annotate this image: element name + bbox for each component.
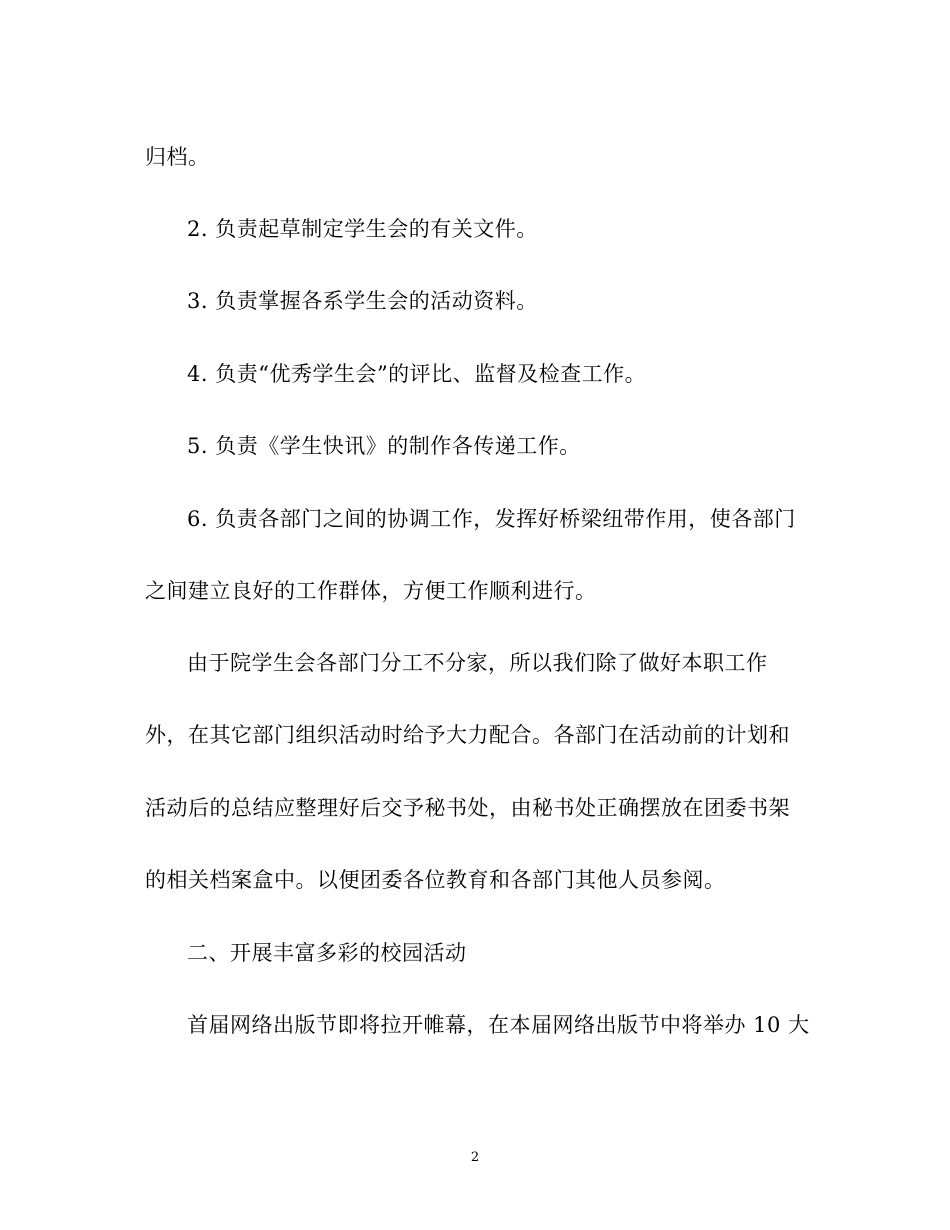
- page-number: 2: [470, 1150, 480, 1165]
- paragraph-line-3: 活动后的总结应整理好后交予秘书处，由秘书处正确摆放在团委书架: [145, 796, 790, 820]
- section-heading: 二、开展丰富多彩的校园活动: [187, 941, 467, 965]
- list-item-5: 5. 负责《学生快讯》的制作各传递工作。: [187, 434, 581, 458]
- paragraph-line-1: 由于院学生会各部门分工不分家，所以我们除了做好本职工作: [187, 651, 768, 675]
- list-item-6-line-1: 6. 负责各部门之间的协调工作，发挥好桥梁纽带作用，使各部门: [187, 507, 796, 531]
- list-item-6-line-2: 之间建立良好的工作群体，方便工作顺利进行。: [145, 579, 597, 603]
- text-line-1: 归档。: [145, 145, 210, 169]
- list-item-4: 4. 负责“优秀学生会”的评比、监督及检查工作。: [187, 362, 647, 386]
- paragraph-line-4: 的相关档案盒中。以便团委各位教育和各部门其他人员参阅。: [145, 868, 726, 892]
- list-item-3: 3. 负责掌握各系学生会的活动资料。: [187, 289, 538, 313]
- list-item-2: 2. 负责起草制定学生会的有关文件。: [187, 217, 538, 241]
- paragraph-line-5: 首届网络出版节即将拉开帷幕，在本届网络出版节中将举办 10 大: [187, 1013, 810, 1037]
- paragraph-line-2: 外，在其它部门组织活动时给予大力配合。各部门在活动前的计划和: [145, 723, 790, 747]
